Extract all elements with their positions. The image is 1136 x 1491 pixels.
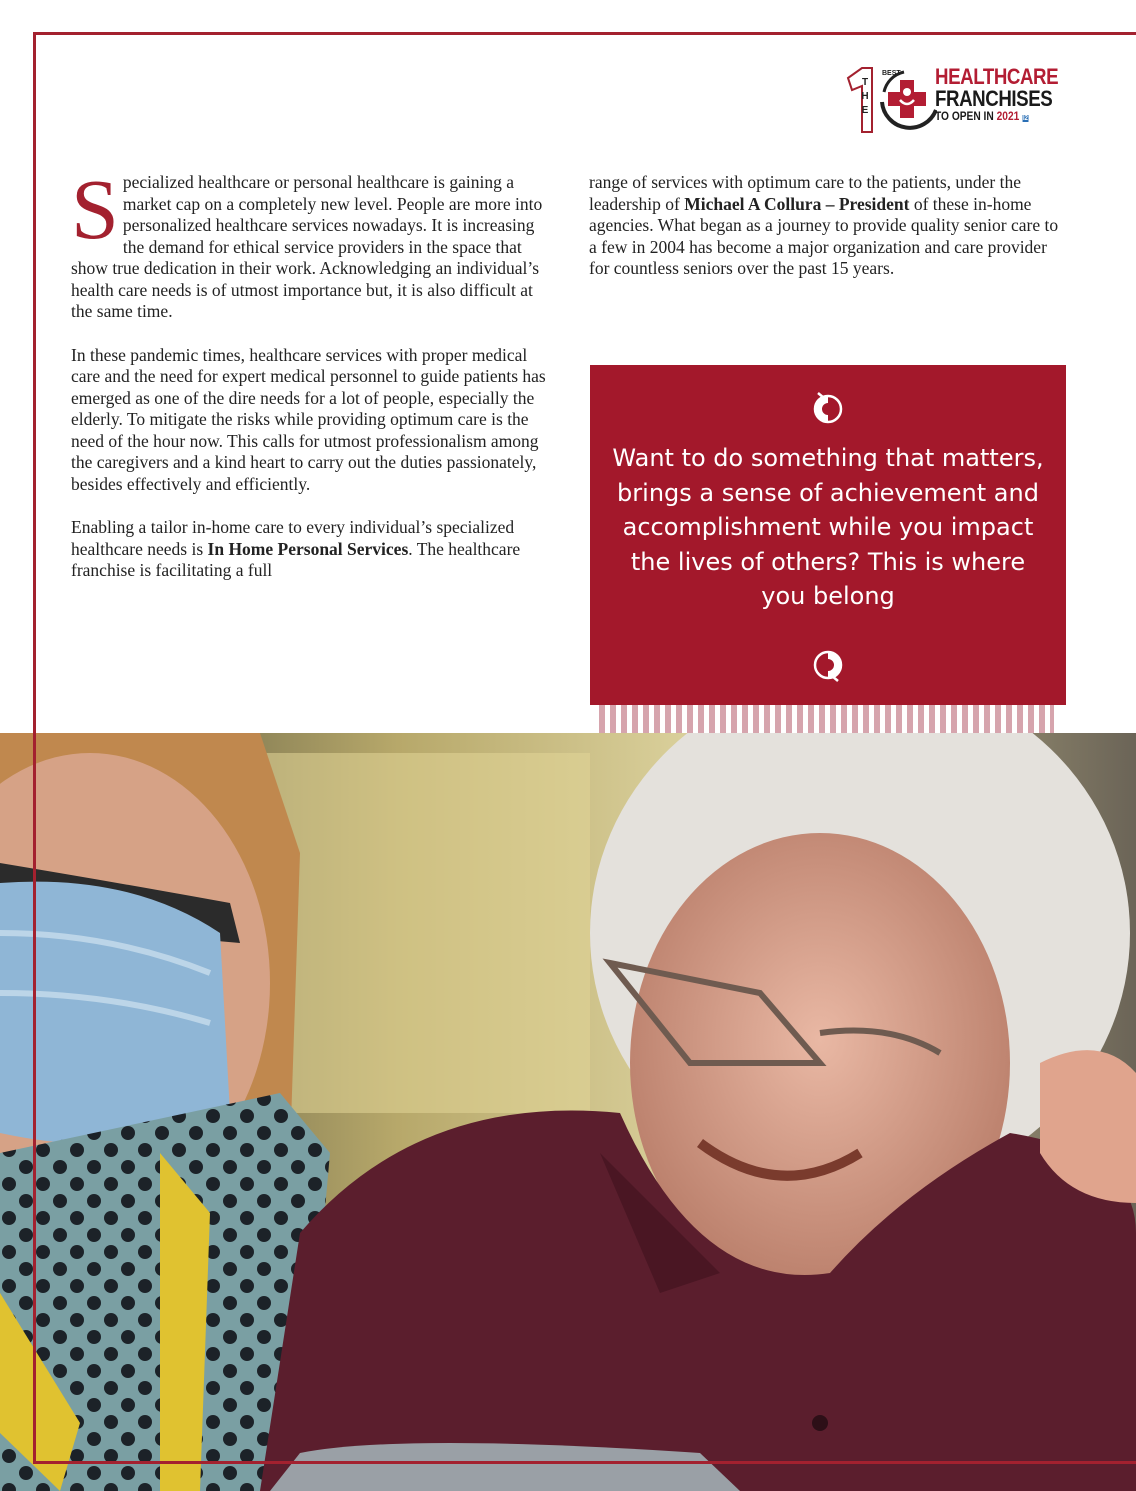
paragraph-3-text-b: . The healthcare franchise is facilitating a full bbox=[71, 538, 521, 580]
caregiver-photo bbox=[0, 733, 1136, 1491]
photo-illustration bbox=[0, 733, 1136, 1491]
pull-quote-text: Want to do something that matters, brings a sense of achievement and accomplishment while you impact the lives of others? This is where you belong bbox=[612, 444, 1044, 610]
article-paragraph-3-cont bbox=[589, 172, 1059, 280]
frame-top-rule bbox=[33, 32, 1136, 35]
drop-cap: S bbox=[71, 161, 119, 257]
award-logo bbox=[842, 64, 1067, 136]
article-column-left bbox=[71, 161, 549, 582]
pull-quote bbox=[590, 365, 1066, 705]
logo-year: 2021 bbox=[996, 109, 1020, 123]
logo-title bbox=[935, 66, 1080, 122]
logo-line3-prefix: TO OPEN IN bbox=[935, 109, 994, 123]
article-column-right bbox=[589, 172, 1059, 280]
logo-best: BEST bbox=[882, 70, 901, 77]
logo-line1: HEALTHCARE bbox=[935, 64, 1059, 89]
president-name: Michael A Collura – President bbox=[684, 193, 910, 214]
paragraph-3-text-d: of these in-home agencies. What began as a journey to provide quality senior care to a few in 2004 has become a major organization and care provider for countless seniors over the past 15 years. bbox=[589, 193, 1059, 278]
article-paragraph-2: In these pandemic times, healthcare services with proper medical care and the need for expert medical personnel to guide patients has emerged as one of the dire needs for a lot of people, especially the elderly. To mitigate the risks while providing optimum care is the need of the hour now. This calls for utmost professionalism among the caregivers and a kind heart to carry out the duties passionately, besides effectively and efficiently. bbox=[71, 344, 546, 494]
article-paragraph-3-start bbox=[71, 517, 549, 582]
logo-line3 bbox=[935, 110, 1058, 122]
quote-open-icon bbox=[812, 389, 844, 427]
quote-close-icon bbox=[812, 647, 844, 685]
frame-bottom-rule bbox=[33, 1461, 1136, 1464]
company-name: In Home Personal Services bbox=[207, 538, 409, 559]
paragraph-1-text: pecialized healthcare or personal healthcare is gaining a market cap on a completely new level. People are more into personalized healthcare services nowadays. It is increasing the demand for ethical service providers in the space that show true dedication in their work. Acknowledging an individual’s health care needs is of utmost importance but, it is also difficult at the same time. bbox=[71, 172, 543, 321]
paragraph-3-text-c: range of services with optimum care to the patients, under the leadership of bbox=[589, 172, 1022, 214]
article-paragraph-1 bbox=[71, 161, 549, 323]
logo-the: T H E bbox=[861, 77, 869, 116]
decorative-stripes bbox=[599, 705, 1054, 733]
logo-line2: FRANCHISES bbox=[935, 86, 1053, 111]
logo-badge: I2 bbox=[1022, 115, 1028, 122]
paragraph-3-text-a: Enabling a tailor in-home care to every individual’s specialized healthcare needs is bbox=[71, 517, 515, 559]
frame-left-rule bbox=[33, 32, 36, 1464]
